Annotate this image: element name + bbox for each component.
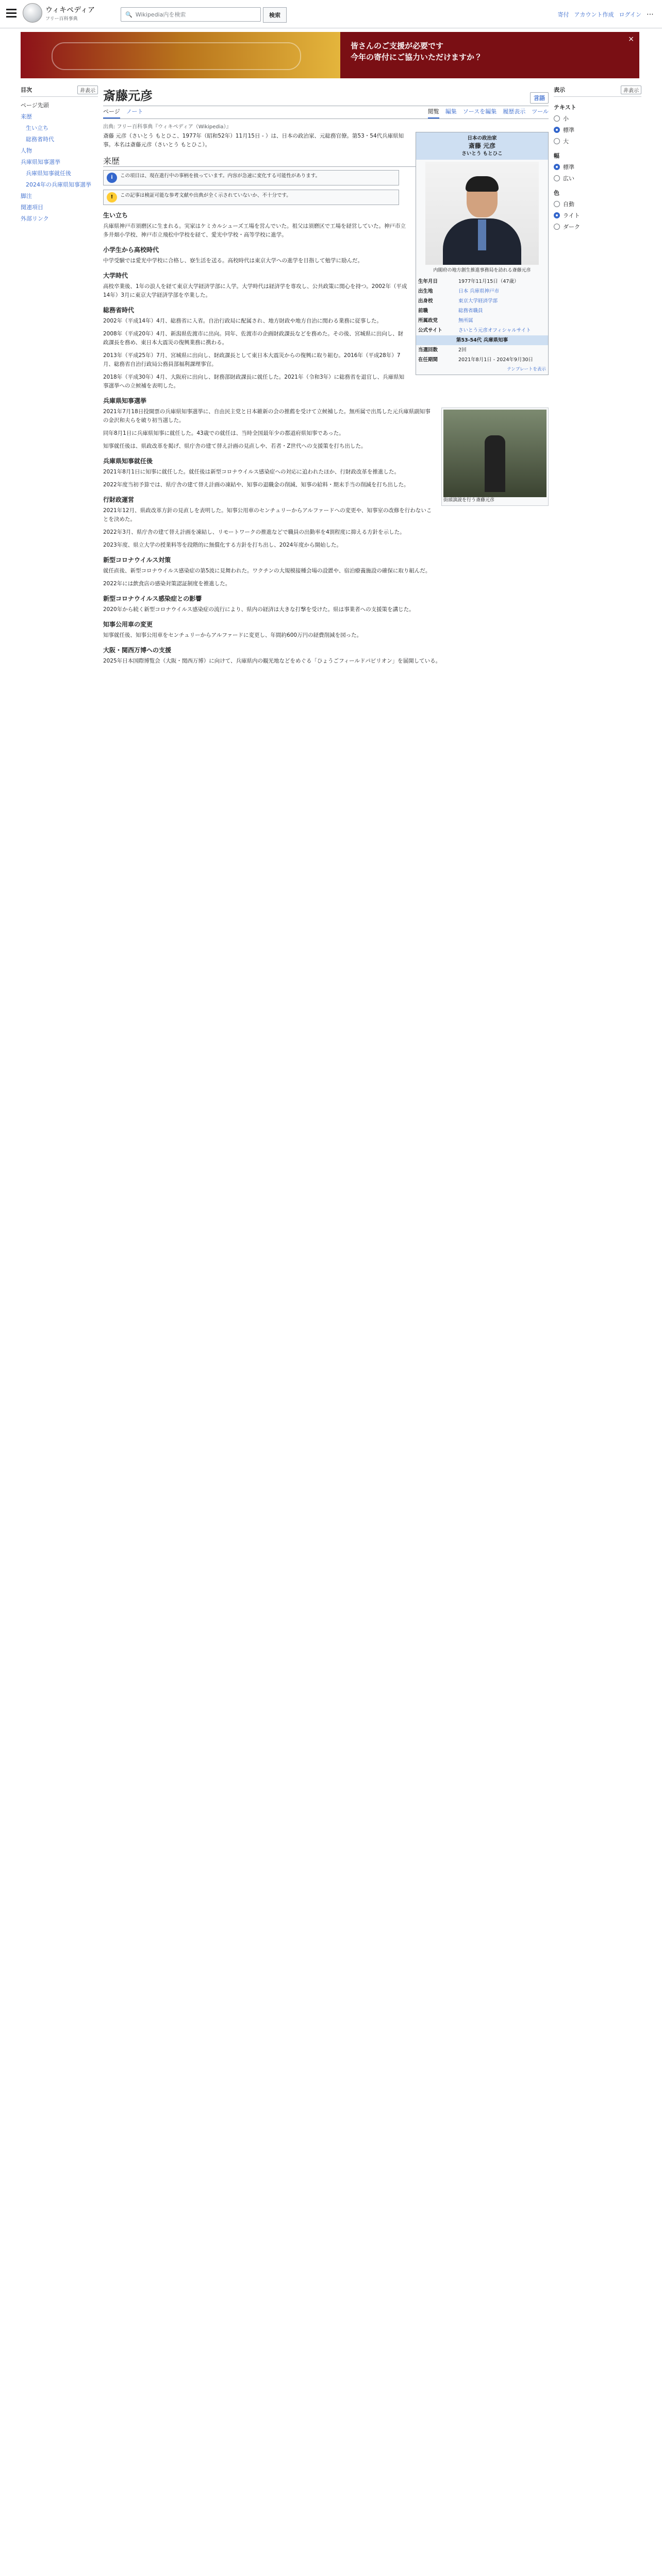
paragraph: 就任直後、新型コロナウイルス感染症の第5波に見舞われた。ワクチンの大規模接種会場の設置や、宿泊療養施設の確保に取り組んだ。 — [103, 568, 431, 574]
infobox-key: 所属政党 — [418, 318, 438, 324]
paragraph: 知事就任後は、県政改革を掲げ、県庁舎の建て替え計画の見直しや、若者・Z世代への支援策を打ち出した。 — [103, 443, 367, 449]
radio-icon — [554, 138, 560, 144]
infobox-link[interactable]: 総務省職員 — [458, 308, 483, 314]
tab-edit[interactable]: 編集 — [445, 108, 457, 115]
toc-item[interactable]: 兵庫県知事選挙 — [21, 159, 60, 165]
main-menu-button[interactable] — [6, 9, 16, 18]
paragraph: 同年8月1日に兵庫県知事に就任した。43歳での就任は、当時全国最年少の都道府県知事であった。 — [103, 430, 344, 436]
login-link[interactable]: ログイン — [619, 11, 641, 18]
site-header — [0, 0, 662, 28]
radio-selected-icon — [554, 127, 560, 133]
infobox-name: 斎藤 元彦 — [468, 142, 496, 149]
tab-edit-source[interactable]: ソースを編集 — [462, 108, 497, 115]
infobox-link[interactable]: さいとう元彦オフィシャルサイト — [458, 328, 531, 333]
text-size-heading: テキスト — [554, 104, 576, 111]
infobox-key: 出身校 — [418, 298, 433, 304]
infobox-key: 前職 — [418, 308, 428, 314]
tab-talk[interactable]: ノート — [126, 108, 143, 115]
subsection-heading: 行財政運営 — [103, 496, 135, 503]
infobox-key: 公式サイト — [418, 328, 442, 333]
paragraph: 2022年には飲食店の感染対策認証制度を推進した。 — [103, 581, 231, 587]
color-option[interactable] — [554, 223, 641, 231]
infobox-value: 2021年8月1日 - 2024年9月30日 — [458, 357, 534, 363]
article-source: 出典: フリー百科事典『ウィキペディア（Wikipedia）』 — [103, 124, 231, 130]
close-icon[interactable]: × — [628, 35, 634, 43]
paragraph: 2020年から続く新型コロナウイルス感染症の流行により、県内の経済は大きな打撃を受けた。県は事業者への支援策を講じた。 — [103, 606, 415, 613]
search-icon: 🔍 — [125, 11, 133, 18]
paragraph: 2022年度当初予算では、県庁舎の建て替え計画の凍結や、知事の退職金の削減、知事の給料・期末手当の削減を打ち出した。 — [103, 482, 409, 488]
notice-box — [103, 190, 399, 205]
option-label: 小 — [563, 115, 569, 122]
subsection-heading: 総務省時代 — [103, 307, 135, 314]
paragraph: 2002年（平成14年）4月、総務省に入省。自治行政局に配属され、地方財政や地方自治に関わる業務に従事した。 — [103, 318, 382, 324]
infobox-key: 当選回数 — [418, 347, 438, 353]
banner-subtext: 今年の寄付にご協力いただけますか？ — [351, 53, 483, 62]
notice-text: この項目は、現在進行中の事柄を扱っています。内容が急速に変化する可能性があります。 — [120, 173, 320, 179]
toc-item[interactable]: 脚注 — [21, 193, 32, 199]
warning-icon: ! — [107, 192, 117, 202]
more-icon[interactable]: ⋯ — [647, 10, 654, 19]
paragraph: 2022年3月、県庁舎の建て替え計画を凍結し、リモートワークの推進などで職員の出勤率を4割程度に抑える方針を示した。 — [103, 529, 405, 535]
infobox-key: 在任期間 — [418, 357, 438, 363]
subsection-heading: 新型コロナウイルス感染症との影響 — [103, 595, 202, 602]
notice-text: この記事は検証可能な参考文献や出典が全く示されていないか、不十分です。 — [120, 193, 291, 198]
infobox-kana: さいとう もとひこ — [461, 151, 503, 157]
option-label: 自動 — [563, 201, 574, 208]
toc-item[interactable]: 外部リンク — [21, 215, 49, 222]
paragraph: 2021年8月1日に知事に就任した。就任後は新型コロナウイルス感染症への対応に追われたほか、行財政改革を推進した。 — [103, 469, 400, 475]
appearance-title: 表示 — [554, 87, 565, 93]
toc-subitem[interactable]: 生い立ち — [26, 125, 48, 131]
subsection-heading: 大学時代 — [103, 272, 128, 279]
globe-icon — [23, 3, 42, 23]
subsection-heading: 小学生から高校時代 — [103, 246, 159, 253]
portrait-caption: 内閣府の地方創生推進事務局を訪れる斎藤元彦 — [433, 268, 531, 273]
option-label: ライト — [563, 212, 580, 219]
wikipedia-logo[interactable] — [23, 3, 95, 23]
tab-tools[interactable]: ツール — [532, 108, 549, 115]
width-option[interactable] — [554, 163, 641, 171]
paragraph: 2018年（平成30年）4月、大阪府に出向し、財務部財政課長に就任した。2021年（令和3年）に総務省を退官し、兵庫県知事選挙への立候補を表明した。 — [103, 374, 405, 389]
text-option[interactable] — [554, 126, 641, 134]
radio-selected-icon — [554, 212, 560, 218]
paragraph: 2008年（平成20年）4月、新潟県佐渡市に出向。同年、佐渡市の企画財政課長などを務めた。その後、宮城県に出向し、財政課長を務め、東日本大震災の復興業務に携わる。 — [103, 331, 404, 346]
infobox-link[interactable]: 日本 兵庫県神戸市 — [458, 289, 500, 294]
toc-item[interactable]: 人物 — [21, 147, 32, 154]
subsection-heading: 大阪・関西万博への支援 — [103, 647, 172, 654]
paragraph: 高校卒業後、1年の浪人を経て東京大学経済学部に入学。大学時代は経済学を専攻し、公共政策に関心を持つ。2002年（平成14年）3月に東京大学経済学部を卒業した。 — [103, 283, 407, 298]
paragraph: 中学受験では愛光中学校に合格し、寮生活を送る。高校時代は東京大学への進学を目指して勉学に励んだ。 — [103, 258, 363, 264]
radio-icon — [554, 201, 560, 207]
template-link[interactable]: テンプレートを表示 — [507, 367, 546, 372]
tab-history[interactable]: 履歴表示 — [503, 108, 526, 115]
infobox-section: 第53-54代 兵庫県知事 — [416, 335, 548, 345]
option-label: 標準 — [563, 164, 574, 171]
text-option[interactable] — [554, 114, 641, 123]
paragraph: 2021年7月18日投開票の兵庫県知事選挙に、自由民主党と日本維新の会の推薦を受けて立候補した。無所属で出馬した元兵庫県副知事の金沢和夫らを破り初当選した。 — [103, 409, 431, 423]
width-heading: 幅 — [554, 152, 559, 159]
subsection-heading: 兵庫県知事選挙 — [103, 397, 147, 404]
option-label: ダーク — [563, 224, 580, 230]
paragraph: 兵庫県神戸市須磨区に生まれる。実家はケミカルシューズ工場を営んでいた。祖父は須磨区で工場を経営していた。神戸市立多井畑小学校、神戸市立飛松中学校を経て、愛光中学校・高等学校に進学。 — [103, 223, 406, 238]
option-label: 大 — [563, 138, 569, 145]
infobox-office: 日本の政治家 — [467, 135, 497, 141]
toc-item[interactable]: ページ先頭 — [21, 102, 49, 109]
portrait-image[interactable] — [425, 162, 539, 265]
toc-sidebar — [21, 86, 98, 226]
color-option[interactable] — [554, 211, 641, 219]
infobox-key: 出生地 — [418, 289, 433, 294]
donate-link[interactable]: 寄付 — [557, 11, 569, 18]
paragraph: 2013年（平成25年）7月、宮城県に出向し、財政課長として東日本大震災からの復興に取り組む。2016年（平成28年）7月、総務省自治行政局公務員部福利課理事官。 — [103, 352, 401, 367]
radio-icon — [554, 224, 560, 230]
article-main — [103, 86, 549, 670]
subsection-heading: 生い立ち — [103, 212, 128, 219]
subsection-heading: 新型コロナウイルス対策 — [103, 556, 171, 564]
color-option[interactable] — [554, 200, 641, 208]
paragraph: 2025年日本国際博覧会（大阪・関西万博）に向けて、兵庫県内の観光地などをめぐる「ひょうごフィールドパビリオン」を展開している。 — [103, 658, 441, 664]
tab-page[interactable]: ページ — [103, 107, 120, 118]
section-heading: 来歴 — [103, 157, 549, 167]
photo-caption: 街頭演説を行う斎藤元彦 — [443, 498, 495, 503]
width-option[interactable] — [554, 174, 641, 182]
search-placeholder: Wikipedia内を検索 — [135, 11, 186, 18]
paragraph: 知事就任後、知事公用車をセンチュリーからアルファードに変更し、年間約600万円の経費削減を図った。 — [103, 632, 362, 638]
banner-text: 皆さんのご支援が必要です — [351, 41, 444, 50]
tab-read[interactable]: 閲覧 — [428, 107, 439, 118]
toc-subitem[interactable]: 2024年の兵庫県知事選挙 — [26, 181, 91, 188]
toc-item[interactable]: 来歴 — [21, 113, 32, 120]
radio-icon — [554, 115, 560, 122]
toc-subitem[interactable]: 兵庫県知事就任後 — [26, 170, 71, 177]
search-button[interactable]: 検索 — [263, 7, 287, 23]
info-icon: i — [107, 173, 117, 183]
subsection-heading: 兵庫県知事就任後 — [103, 457, 153, 465]
infobox-key: 生年月日 — [418, 279, 438, 284]
toc-title: 目次 — [21, 87, 32, 93]
toc-item[interactable]: 関連項目 — [21, 204, 43, 211]
notice-box — [103, 170, 399, 185]
infobox-link[interactable]: 東京大学経済学部 — [458, 298, 498, 304]
subsection-heading: 知事公用車の変更 — [103, 621, 153, 628]
option-label: 標準 — [563, 127, 574, 133]
page-title: 斎藤元彦 — [103, 88, 153, 103]
logo-subtitle: フリー百科事典 — [45, 16, 78, 22]
lead-paragraph: 斎藤 元彦（さいとう もとひこ、1977年（昭和52年）11月15日 - ）は、日本の政治家、元総務官僚。第53・54代兵庫県知事。本名は斎藤元彦（さいとう もとひこ）。 — [103, 133, 404, 148]
paragraph: 2021年12月、県政改革方針の見直しを表明した。知事公用車のセンチュリーからアルファードへの変更や、知事室の改修を行わないことを決めた。 — [103, 507, 432, 522]
toc-subitem[interactable]: 総務省時代 — [26, 136, 54, 143]
text-option[interactable] — [554, 137, 641, 145]
color-heading: 色 — [554, 190, 559, 196]
infobox-value: 1977年11月15日（47歳） — [458, 279, 519, 284]
appearance-panel — [554, 86, 641, 234]
option-label: 広い — [563, 175, 574, 182]
radio-icon — [554, 175, 560, 181]
infobox-value: 2回 — [458, 347, 467, 353]
radio-selected-icon — [554, 164, 560, 170]
create-account-link[interactable]: アカウント作成 — [574, 11, 614, 18]
campaign-photo[interactable] — [441, 408, 549, 506]
search-input[interactable] — [121, 7, 261, 22]
donation-banner[interactable] — [21, 32, 639, 78]
infobox-link[interactable]: 無所属 — [458, 318, 473, 324]
appearance-hide-button[interactable]: 非表示 — [621, 86, 641, 94]
toc-hide-button[interactable]: 非表示 — [77, 86, 98, 94]
infobox — [416, 132, 549, 375]
paragraph: 2023年度、県立大学の授業料等を段階的に無償化する方針を打ち出し、2024年度から開始した。 — [103, 542, 342, 548]
logo-title: ウィキペディア — [45, 6, 95, 14]
language-button[interactable]: 言語 — [530, 92, 549, 104]
